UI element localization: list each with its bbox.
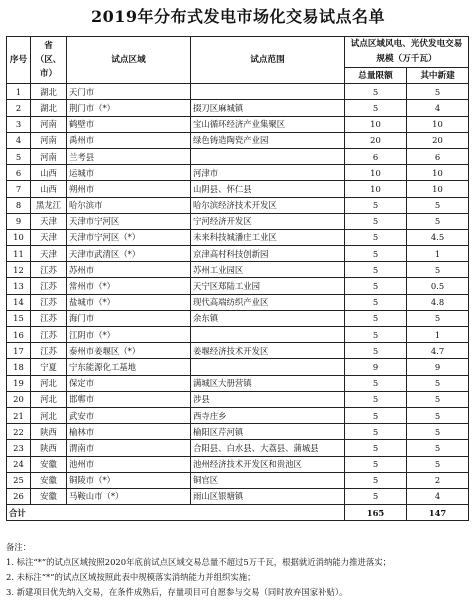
cell-new: 9 [407, 359, 469, 375]
pilot-table [6, 36, 469, 521]
cell-province: 安徽 [31, 472, 67, 488]
cell-scope: 哈尔滨经济技术开发区 [191, 197, 345, 213]
cell-scope: 京津高村科技创新园 [191, 246, 345, 262]
table-row [7, 327, 469, 343]
cell-province: 江苏 [31, 294, 67, 310]
cell-total: 5 [345, 407, 407, 423]
document-title: 2019年分布式发电市场化交易试点名单 [90, 7, 386, 26]
cell-scope: 姜堰经济技术开发区 [191, 343, 345, 359]
note-item-1: 1. 标注“*”的试点区域按照2020年底前试点区域交易总量不超过5万千瓦，根据就近消纳能力推进落实； [6, 557, 392, 567]
note-item-3: 3. 新建项目优先纳入交易，在条件成熟后，存量项目可自愿参与交易（同时放弃国家补贴）。 [6, 587, 348, 597]
cell-province: 陕西 [31, 440, 67, 456]
table-row [7, 262, 469, 278]
table-row [7, 472, 469, 488]
cell-scope: 池州经济技术开发区和贵池区 [191, 456, 345, 472]
cell-total: 5 [345, 488, 407, 504]
cell-province: 河南 [31, 116, 67, 132]
cell-area: 天津市宁河区（*） [67, 229, 191, 245]
cell-new: 20 [407, 132, 469, 148]
cell-province: 河南 [31, 148, 67, 164]
cell-area: 鹤壁市 [67, 116, 191, 132]
cell-scope: 河津市 [191, 165, 345, 181]
cell-new: 10 [407, 116, 469, 132]
table-row [7, 375, 469, 391]
cell-index: 13 [7, 278, 31, 294]
cell-new: 6 [407, 148, 469, 164]
header-area: 试点区域 [67, 37, 191, 84]
cell-province: 江苏 [31, 262, 67, 278]
cell-index: 25 [7, 472, 31, 488]
cell-new: 4.5 [407, 229, 469, 245]
cell-scope: 满城区大册营镇 [191, 375, 345, 391]
cell-province: 湖北 [31, 84, 67, 100]
cell-area: 运城市 [67, 165, 191, 181]
cell-new: 10 [407, 181, 469, 197]
cell-index: 9 [7, 213, 31, 229]
cell-total: 5 [345, 456, 407, 472]
cell-index: 23 [7, 440, 31, 456]
cell-index: 4 [7, 132, 31, 148]
cell-province: 江苏 [31, 343, 67, 359]
cell-index: 11 [7, 246, 31, 262]
cell-new: 4 [407, 100, 469, 116]
cell-area: 泰州市姜堰区（*） [67, 343, 191, 359]
cell-scope: 山阴县、怀仁县 [191, 181, 345, 197]
header-province: 省（区、市） [31, 37, 67, 84]
table-row [7, 294, 469, 310]
cell-area: 铜陵市（*） [67, 472, 191, 488]
cell-new: 5 [407, 440, 469, 456]
cell-new: 5 [407, 84, 469, 100]
cell-scope: 天宁区郑陆工业园 [191, 278, 345, 294]
header-index: 序号 [7, 37, 31, 84]
cell-index: 2 [7, 100, 31, 116]
header-total: 总量限额 [345, 68, 407, 84]
cell-total: 5 [345, 424, 407, 440]
table-row [7, 84, 469, 100]
cell-total: 5 [345, 246, 407, 262]
cell-area: 宁东能源化工基地 [67, 359, 191, 375]
note-item-2: 2. 未标注“*”的试点区域按照此表中规模落实消纳能力并组织实施； [6, 572, 256, 582]
cell-index: 22 [7, 424, 31, 440]
cell-area: 海门市 [67, 310, 191, 326]
cell-total: 5 [345, 343, 407, 359]
table-body [7, 84, 469, 505]
cell-area: 哈尔滨市 [67, 197, 191, 213]
cell-total: 5 [345, 375, 407, 391]
cell-area: 池州市 [67, 456, 191, 472]
cell-index: 14 [7, 294, 31, 310]
table-row [7, 456, 469, 472]
cell-scope: 现代高端纺织产业区 [191, 294, 345, 310]
cell-total: 10 [345, 165, 407, 181]
cell-province: 河南 [31, 132, 67, 148]
cell-total: 10 [345, 116, 407, 132]
table-row [7, 343, 469, 359]
total-new: 147 [407, 505, 469, 521]
cell-new: 5 [407, 310, 469, 326]
cell-province: 天津 [31, 229, 67, 245]
cell-total: 5 [345, 229, 407, 245]
cell-index: 6 [7, 165, 31, 181]
cell-province: 江苏 [31, 327, 67, 343]
cell-scope: 西寺庄乡 [191, 407, 345, 423]
header-scope: 试点范围 [191, 37, 345, 84]
table-row [7, 229, 469, 245]
cell-total: 5 [345, 100, 407, 116]
table-row [7, 310, 469, 326]
table-row [7, 197, 469, 213]
cell-province: 江苏 [31, 310, 67, 326]
table-row [7, 148, 469, 164]
cell-total: 10 [345, 181, 407, 197]
notes-heading: 备注： [6, 542, 32, 552]
cell-new: 5 [407, 197, 469, 213]
cell-index: 8 [7, 197, 31, 213]
cell-scope [191, 148, 345, 164]
cell-province: 安徽 [31, 488, 67, 504]
cell-province: 河北 [31, 407, 67, 423]
cell-province: 江苏 [31, 278, 67, 294]
cell-total: 5 [345, 213, 407, 229]
cell-total: 5 [345, 472, 407, 488]
cell-index: 20 [7, 391, 31, 407]
table-row [7, 407, 469, 423]
cell-new: 0.5 [407, 278, 469, 294]
table-row [7, 116, 469, 132]
table-row [7, 213, 469, 229]
cell-index: 5 [7, 148, 31, 164]
cell-index: 12 [7, 262, 31, 278]
table-row [7, 424, 469, 440]
cell-total: 5 [345, 327, 407, 343]
cell-total: 20 [345, 132, 407, 148]
cell-province: 安徽 [31, 456, 67, 472]
cell-new: 5 [407, 407, 469, 423]
table-row [7, 132, 469, 148]
cell-province: 湖北 [31, 100, 67, 116]
cell-new: 5 [407, 375, 469, 391]
cell-total: 5 [345, 391, 407, 407]
cell-scope: 余东镇 [191, 310, 345, 326]
cell-scope: 雨山区银塘镇 [191, 488, 345, 504]
cell-scope: 铜官区 [191, 472, 345, 488]
cell-province: 河北 [31, 391, 67, 407]
cell-index: 10 [7, 229, 31, 245]
table-row [7, 246, 469, 262]
cell-total: 9 [345, 359, 407, 375]
cell-area: 邯郸市 [67, 391, 191, 407]
cell-new: 5 [407, 391, 469, 407]
cell-scope [191, 327, 345, 343]
cell-index: 26 [7, 488, 31, 504]
table-row [7, 488, 469, 504]
cell-scope: 苏州工业园区 [191, 262, 345, 278]
cell-area: 荆门市（*） [67, 100, 191, 116]
cell-total: 5 [345, 197, 407, 213]
cell-province: 天津 [31, 246, 67, 262]
cell-index: 7 [7, 181, 31, 197]
cell-new: 5 [407, 456, 469, 472]
cell-new: 4 [407, 488, 469, 504]
table-row [7, 181, 469, 197]
cell-province: 山西 [31, 181, 67, 197]
cell-area: 朔州市 [67, 181, 191, 197]
cell-scope: 宝山循环经济产业集聚区 [191, 116, 345, 132]
cell-province: 河北 [31, 375, 67, 391]
cell-area: 榆林市 [67, 424, 191, 440]
table-row [7, 391, 469, 407]
cell-new: 4.8 [407, 294, 469, 310]
cell-index: 15 [7, 310, 31, 326]
cell-new: 2 [407, 472, 469, 488]
cell-index: 24 [7, 456, 31, 472]
cell-scope: 掇刀区麻城镇 [191, 100, 345, 116]
cell-new: 10 [407, 165, 469, 181]
cell-province: 天津 [31, 213, 67, 229]
cell-province: 陕西 [31, 424, 67, 440]
cell-total: 5 [345, 310, 407, 326]
cell-new: 5 [407, 262, 469, 278]
cell-scope: 榆阳区芹河镇 [191, 424, 345, 440]
cell-scope [191, 359, 345, 375]
cell-area: 兰考县 [67, 148, 191, 164]
cell-scope: 宁河经济开发区 [191, 213, 345, 229]
cell-province: 宁夏 [31, 359, 67, 375]
cell-new: 5 [407, 424, 469, 440]
cell-new: 4.7 [407, 343, 469, 359]
cell-new: 1 [407, 246, 469, 262]
cell-area: 盐城市（*） [67, 294, 191, 310]
cell-scope: 合阳县、白水县、大荔县、蒲城县 [191, 440, 345, 456]
total-sum: 165 [345, 505, 407, 521]
cell-index: 17 [7, 343, 31, 359]
table-row [7, 100, 469, 116]
cell-province: 黑龙江 [31, 197, 67, 213]
cell-scope: 绿色铸造陶瓷产业园 [191, 132, 345, 148]
cell-total: 6 [345, 148, 407, 164]
total-label: 合计 [7, 505, 345, 521]
cell-area: 天津市宁河区 [67, 213, 191, 229]
cell-area: 江阴市（*） [67, 327, 191, 343]
cell-new: 1 [407, 327, 469, 343]
cell-scope [191, 84, 345, 100]
cell-area: 马鞍山市（*） [67, 488, 191, 504]
cell-index: 19 [7, 375, 31, 391]
cell-province: 山西 [31, 165, 67, 181]
table-row [7, 359, 469, 375]
cell-new: 5 [407, 213, 469, 229]
header-scale: 试点区域风电、光伏发电交易规模（万千瓦） [345, 37, 469, 68]
cell-total: 5 [345, 84, 407, 100]
cell-area: 苏州市 [67, 262, 191, 278]
cell-index: 3 [7, 116, 31, 132]
cell-index: 1 [7, 84, 31, 100]
header-new: 其中新建 [407, 68, 469, 84]
table-row [7, 278, 469, 294]
cell-area: 天门市 [67, 84, 191, 100]
cell-scope: 涉县 [191, 391, 345, 407]
cell-index: 18 [7, 359, 31, 375]
cell-area: 渭南市 [67, 440, 191, 456]
cell-index: 16 [7, 327, 31, 343]
table-row [7, 165, 469, 181]
cell-area: 武安市 [67, 407, 191, 423]
cell-total: 5 [345, 440, 407, 456]
cell-index: 21 [7, 407, 31, 423]
cell-total: 5 [345, 278, 407, 294]
total-row [7, 505, 469, 521]
cell-total: 5 [345, 294, 407, 310]
cell-area: 保定市 [67, 375, 191, 391]
cell-scope: 未来科技城潘庄工业区 [191, 229, 345, 245]
cell-area: 禹州市 [67, 132, 191, 148]
cell-area: 常州市（*） [67, 278, 191, 294]
notes [6, 540, 470, 600]
cell-area: 天津市武清区（*） [67, 246, 191, 262]
table-row [7, 440, 469, 456]
cell-total: 5 [345, 262, 407, 278]
